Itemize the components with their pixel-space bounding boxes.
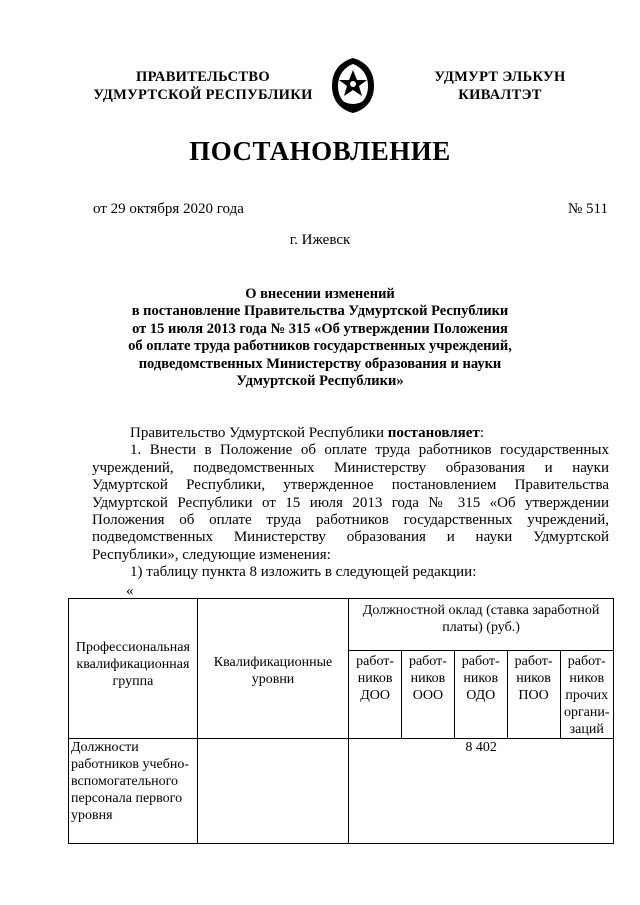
header-left-line-2: УДМУРТСКОЙ РЕСПУБЛИКИ bbox=[93, 87, 313, 103]
document-city: г. Ижевск bbox=[289, 232, 351, 248]
row-group-name: Должности работников учебно-вспомогательного персонала первого уровня bbox=[69, 739, 198, 844]
header-right-line-1: УДМУРТ ЭЛЬКУН bbox=[434, 69, 566, 85]
document-subject bbox=[100, 286, 540, 390]
header-levels: Квалификационные уровни bbox=[197, 599, 348, 739]
intro-text: Правительство Удмуртской Республики bbox=[130, 425, 388, 441]
intro-colon: : bbox=[479, 425, 484, 441]
government-name-udmurt bbox=[420, 68, 580, 104]
document-date: от 29 октября 2020 года bbox=[93, 201, 244, 217]
header-left-line-1: ПРАВИТЕЛЬСТВО bbox=[136, 69, 270, 85]
document-title: ПОСТАНОВЛЕНИЕ bbox=[189, 136, 451, 166]
header-salary: Должностной оклад (ставка заработной платы) (руб.) bbox=[349, 599, 614, 651]
subject-line-1: О внесении изменений bbox=[245, 286, 395, 302]
subject-line-5: подведомственных Министерству образования и науки bbox=[138, 355, 502, 372]
row-salary-value: 8 402 bbox=[349, 739, 614, 844]
header-sub-ooo: работ-ников ООО bbox=[402, 651, 455, 739]
subject-line-3: от 15 июля 2013 года № 315 «Об утверждении Положения bbox=[132, 320, 508, 337]
header-right-line-2: КИВАЛТЭТ bbox=[458, 87, 542, 103]
document-body bbox=[92, 425, 609, 582]
intro-paragraph bbox=[92, 425, 609, 442]
paragraph-2: 1) таблицу пункта 8 изложить в следующей редакции: bbox=[130, 564, 477, 581]
intro-bold-verb: постановляет bbox=[387, 425, 480, 441]
paragraph-1: 1. Внести в Положение об оплате труда работников государственных учреждений, подведомственных Министерству образования и науки Удмуртской Республики, утвержденное постановлением Правительства Удмуртской Республики от 15 июля 2013 года № 315 «Об утверждении Положения об оплате труда работников государственных учреждений, подведомственных Министерству образования и науки Удмуртской Республики», следующие изменения: bbox=[92, 442, 609, 563]
subject-line-6: Удмуртской Республики» bbox=[236, 373, 404, 390]
opening-quote: « bbox=[126, 583, 134, 599]
header-sub-odo: работ-ников ОДО bbox=[454, 651, 507, 739]
header-sub-poo: работ-ников ПОО bbox=[507, 651, 560, 739]
subject-line-2: в постановление Правительства Удмуртской Республики bbox=[131, 303, 509, 320]
header-group: Профессиональная квалификационная группа bbox=[69, 599, 198, 739]
udmurt-emblem-icon bbox=[329, 56, 377, 114]
subject-line-4: об оплате труда работников государственных учреждений, bbox=[128, 338, 512, 355]
government-name-russian bbox=[88, 68, 318, 104]
header-sub-other: работ-ников прочих органи-заций bbox=[560, 651, 614, 739]
salary-table bbox=[68, 598, 614, 844]
header-sub-doo: работ-ников ДОО bbox=[349, 651, 402, 739]
document-number: № 511 bbox=[567, 201, 608, 217]
row-levels-empty bbox=[197, 739, 348, 844]
table-row bbox=[69, 739, 614, 844]
